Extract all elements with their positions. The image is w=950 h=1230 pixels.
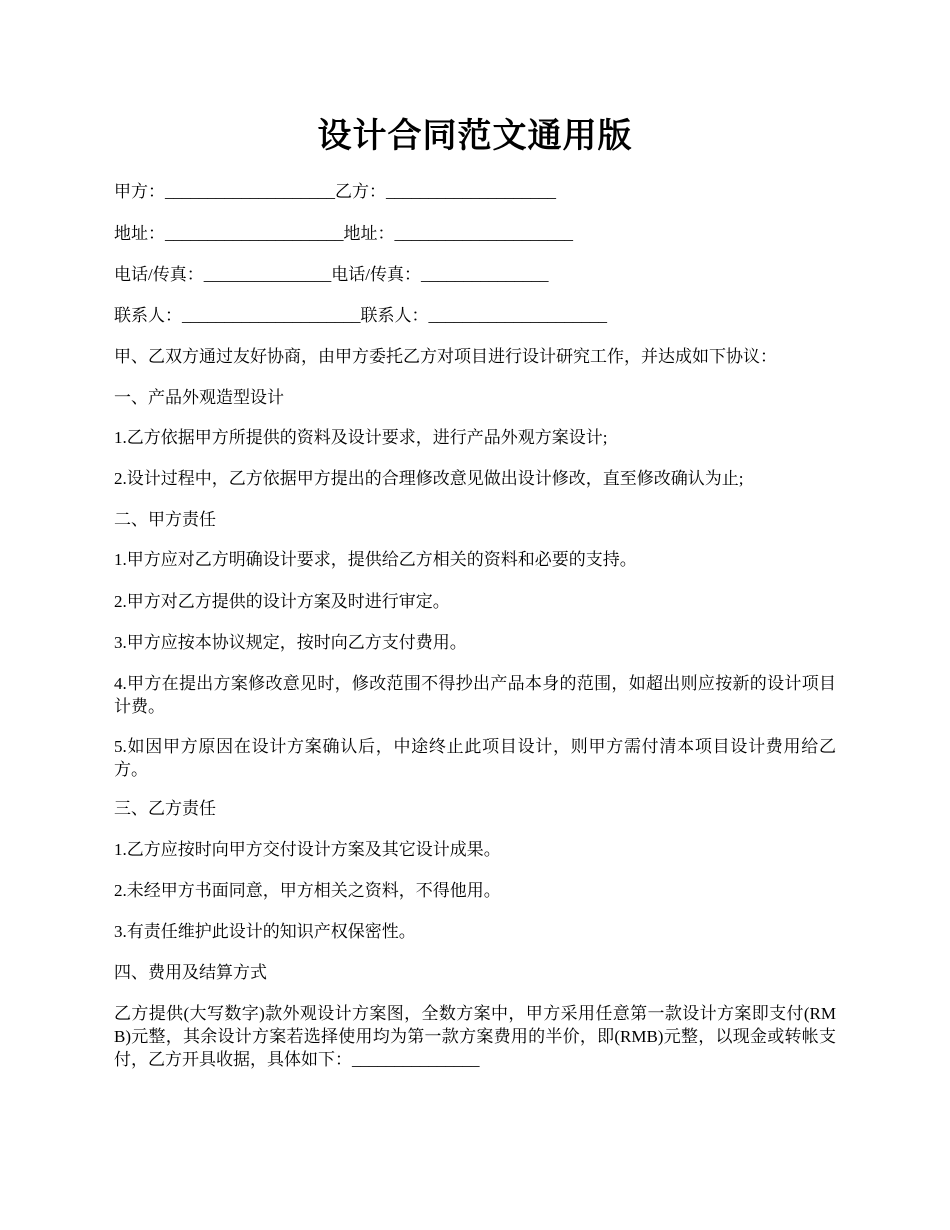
clause-1-2: 2.设计过程中，乙方依据甲方提出的合理修改意见做出设计修改，直至修改确认为止; <box>114 469 744 488</box>
section-heading-3: 三、乙方责任 <box>114 799 216 818</box>
clause-2-4: 4.甲方在提出方案修改意见时，修改范围不得抄出产品本身的范围，如超出则应按新的设计项目计费。 <box>114 674 836 716</box>
document-title: 设计合同范文通用版 <box>317 118 633 155</box>
party-address-line: 地址：_____________________地址：_____________________ <box>114 224 573 243</box>
party-phone-fax-line: 电话/传真：_______________电话/传真：_______________ <box>114 265 549 284</box>
clause-3-3: 3.有责任维护此设计的知识产权保密性。 <box>114 922 416 941</box>
intro-paragraph: 甲、乙双方通过友好协商，由甲方委托乙方对项目进行设计研究工作，并达成如下协议： <box>114 347 777 366</box>
party-contact-line: 联系人：_____________________联系人：_____________________ <box>114 306 607 325</box>
party-names-line: 甲方：____________________乙方：____________________ <box>114 182 556 201</box>
clause-2-1: 1.甲方应对乙方明确设计要求，提供给乙方相关的资料和必要的支持。 <box>114 550 637 569</box>
fee-paragraph: 乙方提供(大写数字)款外观设计方案图，全数方案中，甲方采用任意第一款设计方案即支付(RMB)元整，其余设计方案若选择使用均为第一款方案费用的半价，即(RMB)元整，以现金或转帐支付，乙方开具收据，具体如下：_______________ <box>114 1004 836 1069</box>
clause-1-1: 1.乙方依据甲方所提供的资料及设计要求，进行产品外观方案设计; <box>114 428 608 447</box>
clause-2-2: 2.甲方对乙方提供的设计方案及时进行审定。 <box>114 592 450 611</box>
section-heading-2: 二、甲方责任 <box>114 510 216 529</box>
clause-2-5: 5.如因甲方原因在设计方案确认后，中途终止此项目设计，则甲方需付清本项目设计费用给乙方。 <box>114 737 836 779</box>
section-heading-1: 一、产品外观造型设计 <box>114 388 284 407</box>
section-heading-4: 四、费用及结算方式 <box>114 963 267 982</box>
clause-3-2: 2.未经甲方书面同意，甲方相关之资料，不得他用。 <box>114 881 501 900</box>
clause-3-1: 1.乙方应按时向甲方交付设计方案及其它设计成果。 <box>114 840 501 859</box>
clause-2-3: 3.甲方应按本协议规定，按时向乙方支付费用。 <box>114 633 467 652</box>
